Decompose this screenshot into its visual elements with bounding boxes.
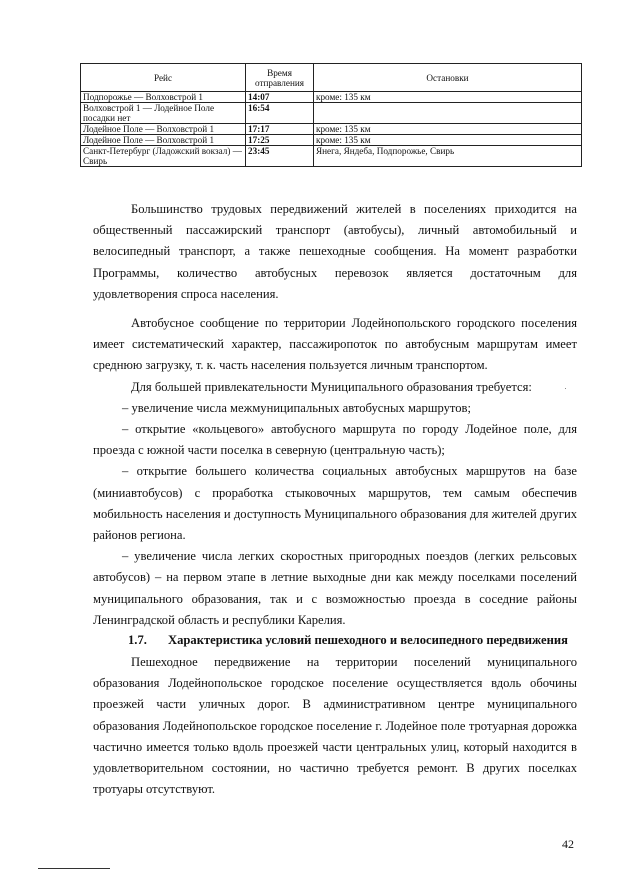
route-cell: Волховстрой 1 — Лодейное Поле посадки нет: [81, 103, 246, 124]
time-cell: 17:25: [246, 135, 314, 146]
paragraph-bus-service: Автобусное сообщение по территории Лодейнопольского городского поселения имеет систематический характер, пассажиропоток по автобусным маршрутам имеет среднюю загрузку, т. к. часть населения пользуется личным транспортом.: [93, 316, 577, 373]
stops-cell: Янега, Яндеба, Подпорожье, Свирь: [314, 146, 582, 167]
time-cell: 17:17: [246, 124, 314, 135]
paragraph-transport-overview: Большинство трудовых передвижений жителей в поселениях приходится на общественный пассажирский транспорт (автобусы), личный автомобильный и велосипедный транспорт, а также пешеходные сообщения. На момент разработки Программы, количество автобусных перевозок является достаточным для удовлетворения спроса населения.: [93, 202, 577, 301]
stops-cell: [314, 103, 582, 124]
list-item-ring-route: – открытие «кольцевого» автобусного маршрута по городу Лодейное поле, для проезда с южной части поселка в северную (центральную часть);: [93, 422, 577, 458]
table-row: [81, 103, 582, 124]
route-cell: Лодейное Поле — Волховстрой 1: [81, 124, 246, 135]
section-title: Характеристика условий пешеходного и велосипедного передвижения: [168, 633, 568, 647]
route-cell: Подпорожье — Волховстрой 1: [81, 92, 246, 103]
pedestrian-text-block: [93, 652, 577, 800]
header-departure-time: Время отправления: [246, 64, 314, 92]
header-route: Рейс: [81, 64, 246, 92]
train-schedule-table: [80, 63, 582, 167]
route-cell: Санкт-Петербург (Ладожский вокзал) — Свирь: [81, 146, 246, 167]
route-cell: Лодейное Поле — Волховстрой 1: [81, 135, 246, 146]
stops-cell: кроме: 135 км: [314, 92, 582, 103]
table-header-row: [81, 64, 582, 92]
paragraph-pedestrian-movement: Пешеходное передвижение на территории поселений муниципального образования Лодейнопольское городское поселение осуществляется вдоль обочины проезжей части уличных дорог. В административном центре муниципального образования Лодейнопольское городское поселение г. Лодейное поле тротуарная дорожка частично имеется только вдоль проезжей части центральных улиц, который находится в удовлетворительном состоянии, но частично требуется ремонт. В других поселках тротуары отсутствуют.: [93, 655, 577, 797]
table-row: [81, 124, 582, 135]
list-item-commuter-trains: – увеличение числа легких скоростных пригородных поездов (легких рельсовых автобусов) – на первом этапе в летние выходные дни как между поселками поселений муниципального образования, так и с возможностью проезда в соседние районы Ленинградской область и республики Карелия.: [93, 549, 577, 627]
time-cell: 14:07: [246, 92, 314, 103]
table-row: [81, 146, 582, 167]
time-cell: 16:54: [246, 103, 314, 124]
footnote-separator: [38, 868, 110, 869]
scan-speck: [565, 388, 566, 389]
table-row: [81, 135, 582, 146]
header-stops: Остановки: [314, 64, 582, 92]
stops-cell: кроме: 135 км: [314, 124, 582, 135]
section-heading: [128, 630, 588, 650]
table-row: [81, 92, 582, 103]
stops-cell: кроме: 135 км: [314, 135, 582, 146]
time-cell: 23:45: [246, 146, 314, 167]
transport-text-block: [93, 199, 577, 631]
list-item-social-routes: – открытие большего количества социальных автобусных маршрутов на базе (миниавтобусов) с проработка стыковочных маршрутов, тем самым обеспечив мобильность населения и доступность Муниципального образования для жителей других районов региона.: [93, 464, 577, 543]
paragraph-requirements-intro: Для большей привлекательности Муниципального образования требуется:: [131, 379, 532, 394]
section-number: 1.7.: [128, 633, 147, 647]
list-item-intermunicipal-routes: – увеличение числа межмуниципальных автобусных маршрутов;: [122, 400, 471, 415]
page-number: 42: [562, 837, 574, 851]
